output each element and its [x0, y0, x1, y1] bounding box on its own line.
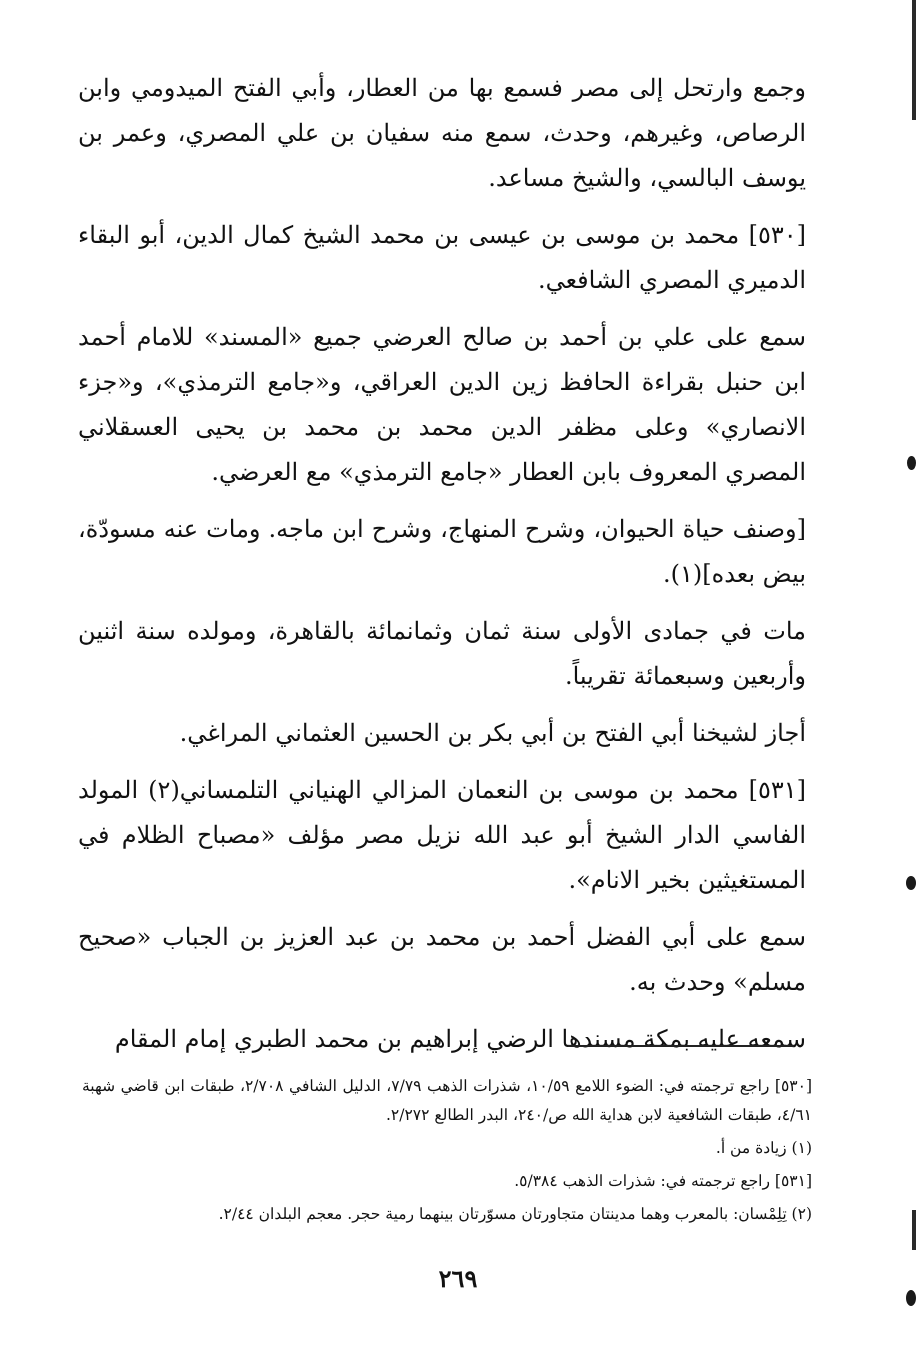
paragraph: مات في جمادى الأولى سنة ثمان وثمانمائة بالقاهرة، ومولده سنة اثنين وأربعين وسبعمائة تقريباً. [78, 617, 806, 690]
footnote: [٥٣١] راجع ترجمته في: شذرات الذهب ٥/٣٨٤. [514, 1172, 812, 1190]
paragraph: وجمع وارتحل إلى مصر فسمع بها من العطار، وأبي الفتح الميدومي وابن الرصاص، وغيرهم، وحدث، سمع منه سفيان بن علي المصري، وعمر بن يوسف البالسي، والشيخ مساعد. [78, 74, 806, 192]
footnote: [٥٣٠] راجع ترجمته في: الضوء اللامع ١٠/٥٩، شذرات الذهب ٧/٧٩، الدليل الشافي ٢/٧٠٨، طبقات ابن قاضي شهبة ٤/٦١، طبقات الشافعية لابن هداية الله ص/٢٤٠، البدر الطالع ٢/٢٧٢. [82, 1077, 812, 1124]
footnote: (١) زيادة من أ. [715, 1139, 812, 1157]
entry-heading-531: [٥٣١] محمد بن موسى بن النعمان المزالي الهنياني التلمساني(٢) المولد الفاسي الدار الشيخ أبو عبد الله نزيل مصر مؤلف «مصباح الظلام في المستغيثين بخير الانام». [78, 776, 807, 894]
paragraph: سمع على أبي الفضل أحمد بن محمد بن عبد العزيز بن الجباب «صحيح مسلم» وحدث به. [78, 923, 806, 996]
paragraph: سمعه عليه بمكة مسندها الرضي إبراهيم بن محمد الطبري إمام المقام [114, 1025, 806, 1053]
scan-edge [912, 1210, 916, 1250]
footnotes [82, 1072, 812, 1233]
scan-mark [907, 456, 916, 470]
paragraph: [وصنف حياة الحيوان، وشرح المنهاج، وشرح ابن ماجه. ومات عنه مسودّة، بيض بعده](١). [78, 515, 806, 588]
paragraph: سمع على علي بن أحمد بن صالح العرضي جميع «المسند» للامام أحمد ابن حنبل بقراءة الحافظ زين الدين العراقي، و«جامع الترمذي»، و«جزء الانصاري» وعلى مظفر الدين محمد بن محمد بن يحيى العسقلاني المصري المعروف بابن العطار «جامع الترمذي» مع العرضي. [78, 323, 806, 486]
footnote: (٢) تِلِمْسان: بالمعرب وهما مدينتان متجاورتان مسوّرتان بينهما رمية حجر. معجم البلدان ٢/٤٤. [218, 1205, 812, 1223]
footnote-divider [568, 1045, 794, 1047]
scan-edge [912, 0, 916, 120]
page-number: ٢٦٩ [438, 1264, 478, 1293]
scan-mark [906, 1290, 916, 1306]
paragraph: أجاز لشيخنا أبي الفتح بن أبي بكر بن الحسين العثماني المراغي. [179, 719, 806, 747]
main-text [78, 66, 806, 1062]
entry-heading-530: [٥٣٠] محمد بن موسى بن عيسى بن محمد الشيخ كمال الدين، أبو البقاء الدميري المصري الشافعي. [78, 221, 806, 294]
scan-mark [906, 876, 916, 890]
